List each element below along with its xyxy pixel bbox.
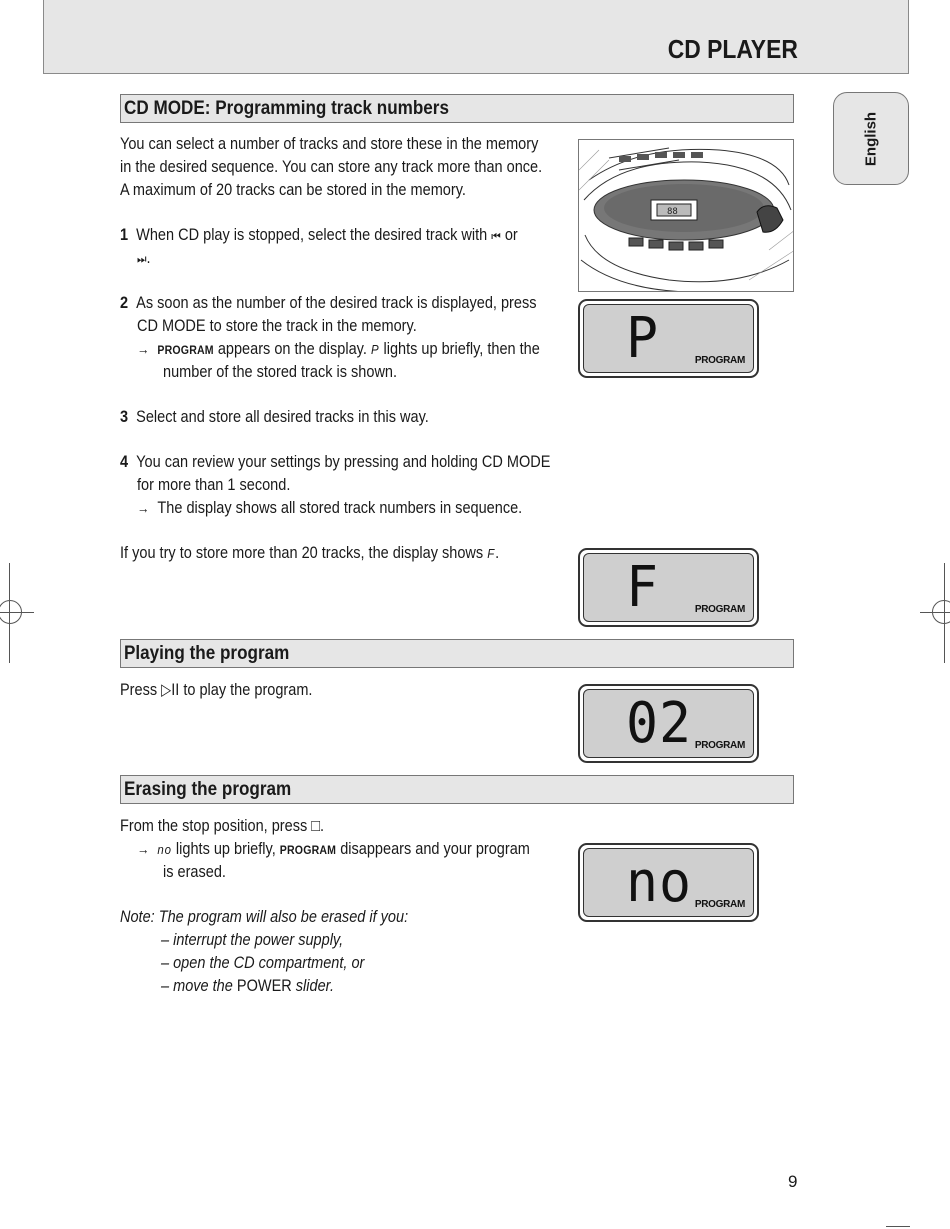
section-heading-erasing: Erasing the program: [120, 775, 794, 804]
page-title: CD PLAYER: [667, 34, 798, 64]
segment-p-glyph: P: [370, 342, 380, 357]
segment-no-glyph: no: [157, 842, 172, 857]
note-item-3: [161, 975, 334, 998]
lcd-program-label: PROGRAM: [694, 604, 745, 615]
erasing-end: .: [320, 817, 325, 835]
playing-instruction: [120, 679, 312, 702]
step-2-result-line-2: number of the stored track is shown.: [163, 363, 398, 381]
stop-icon: □: [311, 817, 321, 835]
intro-line-2: in the desired sequence. You can store any track more than once.: [120, 158, 543, 176]
step-3: [120, 406, 429, 429]
play-pause-icon: ▷II: [161, 681, 180, 699]
section-heading-programming: CD MODE: Programming track numbers: [120, 94, 794, 123]
erasing-instruction: [120, 815, 324, 838]
crop-mark-bottom: [886, 1226, 910, 1227]
segment-f-glyph: F: [487, 546, 496, 561]
arrow-icon: →: [137, 841, 150, 857]
lcd-display-f: [578, 548, 759, 627]
note-heading: Note: The program will also be erased if you:: [120, 908, 409, 926]
step-number: 2: [120, 294, 129, 312]
overflow-text: If you try to store more than 20 tracks, the display shows: [120, 544, 484, 562]
step-1: [120, 224, 518, 248]
step-number: 3: [120, 408, 129, 426]
step-1-text: When CD play is stopped, select the desired track with: [136, 226, 488, 244]
skip-back-icon: ⏮: [491, 229, 501, 243]
erasing-text: From the stop position, press: [120, 817, 308, 835]
arrow-icon: →: [137, 500, 150, 516]
step-4-result: [137, 497, 522, 520]
note-item-2: – open the CD compartment, or: [161, 954, 365, 972]
lcd-screen: [583, 848, 754, 917]
registration-circle-left: [0, 600, 22, 624]
language-tab-label: English: [862, 111, 880, 166]
press-text: Press: [120, 681, 158, 699]
overflow-end: .: [495, 544, 500, 562]
lcd-digits: F: [626, 555, 659, 620]
page-number: 9: [788, 1172, 798, 1191]
step-4-text: You can review your settings by pressing and holding CD MODE: [136, 453, 551, 471]
note-item-1: – interrupt the power supply,: [161, 931, 344, 949]
note-item-3-a: – move the: [161, 977, 233, 995]
section-heading-playing: Playing the program: [120, 639, 794, 668]
intro-line-1: You can select a number of tracks and store these in the memory: [120, 135, 539, 153]
step-4-result-text: The display shows all stored track numbers in sequence.: [157, 499, 523, 517]
erasing-result-text-2: disappears and your program: [340, 840, 530, 858]
lcd-screen: [583, 304, 754, 373]
arrow-icon: →: [137, 341, 150, 357]
step-4-line-2: for more than 1 second.: [137, 476, 291, 494]
lcd-display-p: [578, 299, 759, 378]
skip-forward-icon: ⏭: [137, 252, 147, 266]
lcd-program-label: PROGRAM: [694, 355, 745, 366]
step-1-line-2: [137, 247, 151, 271]
note-item-3-c: slider.: [295, 977, 334, 995]
erasing-result: [137, 838, 530, 862]
step-3-text: Select and store all desired tracks in this way.: [136, 408, 429, 426]
lcd-digits: 02: [626, 691, 692, 756]
language-tab: [833, 92, 909, 185]
erasing-result-line-2: is erased.: [163, 863, 226, 881]
step-number: 4: [120, 453, 129, 471]
lcd-display-no: [578, 843, 759, 922]
intro-line-3: A maximum of 20 tracks can be stored in the memory.: [120, 181, 466, 199]
playing-text: to play the program.: [183, 681, 313, 699]
lcd-screen: [583, 689, 754, 758]
lcd-digits: P: [626, 306, 659, 371]
registration-circle-right: [932, 600, 950, 624]
step-4: [120, 451, 550, 474]
program-indicator-text: PROGRAM: [279, 843, 337, 857]
lcd-display-02: [578, 684, 759, 763]
lcd-program-label: PROGRAM: [694, 899, 745, 910]
cd-player-drawing: [579, 140, 794, 292]
svg-text:88: 88: [667, 207, 678, 217]
lcd-program-label: PROGRAM: [694, 740, 745, 751]
note-item-3-power: POWER: [236, 977, 292, 995]
step-number: 1: [120, 226, 129, 244]
lcd-digits: no: [626, 850, 692, 915]
step-1-end: .: [146, 249, 151, 267]
step-2-result: [137, 338, 540, 362]
overflow-note: [120, 542, 499, 565]
step-2: [120, 292, 536, 315]
cd-player-illustration: [578, 139, 794, 292]
step-2-text: As soon as the number of the desired track is displayed, press: [136, 294, 537, 312]
step-2-result-text-2: lights up briefly, then the: [383, 340, 540, 358]
step-2-line-2: CD MODE to store the track in the memory.: [137, 317, 417, 335]
program-indicator-text: PROGRAM: [157, 343, 214, 357]
step-1-or: or: [504, 226, 518, 244]
lcd-screen: [583, 553, 754, 622]
step-2-result-text: appears on the display.: [217, 340, 367, 358]
erasing-result-text: lights up briefly,: [175, 840, 276, 858]
